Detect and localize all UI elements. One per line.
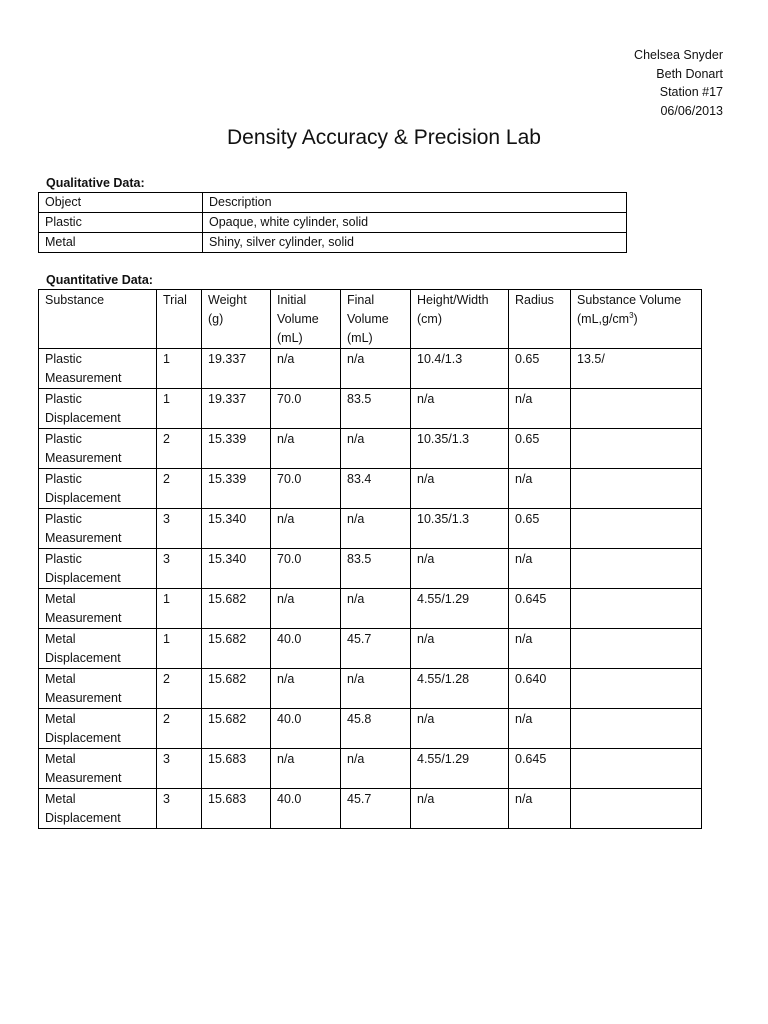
initial-volume-cell: 40.0: [271, 789, 341, 829]
station-number: Station #17: [659, 85, 723, 99]
column-header-description: Description: [203, 193, 627, 213]
substance-volume-cell: [571, 749, 702, 789]
radius-cell: n/a: [509, 709, 571, 749]
header-text: Volume: [347, 312, 389, 326]
height-width-cell: 4.55/1.28: [411, 669, 509, 709]
initial-volume-cell: 40.0: [271, 629, 341, 669]
description-cell: Shiny, silver cylinder, solid: [203, 233, 627, 253]
initial-volume-cell: n/a: [271, 589, 341, 629]
final-volume-cell: n/a: [341, 349, 411, 389]
height-width-cell: n/a: [411, 389, 509, 429]
quantitative-data-label: Quantitative Data:: [46, 273, 153, 287]
author-block: [634, 46, 723, 120]
unit-text: ): [633, 312, 638, 326]
substance-volume-cell: 13.5/: [571, 349, 702, 389]
final-volume-cell: 45.7: [341, 629, 411, 669]
trial-cell: 3: [157, 509, 202, 549]
table-row: [39, 589, 702, 629]
substance-volume-cell: [571, 549, 702, 589]
substance-name: Plastic: [45, 392, 82, 406]
trial-cell: 2: [157, 469, 202, 509]
substance-cell: [39, 429, 157, 469]
radius-cell: n/a: [509, 789, 571, 829]
trial-cell: 1: [157, 389, 202, 429]
header-text: Initial: [277, 293, 307, 307]
final-volume-cell: n/a: [341, 589, 411, 629]
header-unit: (mL): [347, 331, 373, 345]
height-width-cell: 10.35/1.3: [411, 509, 509, 549]
trial-cell: 1: [157, 629, 202, 669]
substance-method: Measurement: [45, 691, 122, 705]
radius-cell: n/a: [509, 549, 571, 589]
column-header-object: Object: [39, 193, 203, 213]
final-volume-cell: n/a: [341, 749, 411, 789]
trial-cell: 2: [157, 669, 202, 709]
report-date: 06/06/2013: [660, 103, 723, 118]
final-volume-cell: 83.4: [341, 469, 411, 509]
header-text: Height/Width: [417, 293, 489, 307]
table-row: [39, 629, 702, 669]
final-volume-cell: n/a: [341, 509, 411, 549]
author-name-2: Beth Donart: [656, 66, 723, 81]
substance-cell: [39, 509, 157, 549]
table-row: [39, 509, 702, 549]
substance-method: Displacement: [45, 731, 121, 745]
substance-volume-cell: [571, 389, 702, 429]
substance-volume-cell: [571, 509, 702, 549]
trial-cell: 3: [157, 789, 202, 829]
header-unit: (g): [208, 312, 224, 326]
column-header-weight: [202, 290, 271, 349]
substance-volume-cell: [571, 589, 702, 629]
substance-name: Plastic: [45, 352, 82, 366]
table-row: [39, 469, 702, 509]
final-volume-cell: 83.5: [341, 549, 411, 589]
initial-volume-cell: n/a: [271, 749, 341, 789]
header-text: Radius: [515, 293, 554, 307]
substance-name: Metal: [45, 672, 76, 686]
unit-text: (mL,g/cm: [577, 312, 630, 326]
author-name-1: Chelsea Snyder: [634, 48, 723, 62]
substance-method: Measurement: [45, 611, 122, 625]
substance-volume-cell: [571, 429, 702, 469]
quantitative-table-body: [39, 349, 702, 829]
trial-cell: 3: [157, 749, 202, 789]
column-header-initial-volume: [271, 290, 341, 349]
radius-cell: 0.65: [509, 509, 571, 549]
substance-cell: [39, 789, 157, 829]
substance-name: Plastic: [45, 512, 82, 526]
height-width-cell: 10.35/1.3: [411, 429, 509, 469]
table-row: [39, 669, 702, 709]
column-header-trial: [157, 290, 202, 349]
header-text: Substance Volume: [577, 293, 682, 307]
substance-volume-cell: [571, 709, 702, 749]
table-row: [39, 789, 702, 829]
weight-cell: 19.337: [202, 349, 271, 389]
weight-cell: 15.339: [202, 469, 271, 509]
substance-volume-cell: [571, 669, 702, 709]
table-row: [39, 389, 702, 429]
substance-method: Displacement: [45, 651, 121, 665]
object-cell: Plastic: [39, 213, 203, 233]
quantitative-data-table: [38, 289, 702, 829]
substance-cell: [39, 349, 157, 389]
radius-cell: 0.645: [509, 749, 571, 789]
weight-cell: 15.339: [202, 429, 271, 469]
final-volume-cell: n/a: [341, 669, 411, 709]
substance-method: Displacement: [45, 491, 121, 505]
qualitative-data-label: Qualitative Data:: [46, 176, 145, 190]
substance-method: Measurement: [45, 771, 122, 785]
final-volume-cell: 45.7: [341, 789, 411, 829]
radius-cell: n/a: [509, 389, 571, 429]
substance-method: Displacement: [45, 811, 121, 825]
height-width-cell: n/a: [411, 469, 509, 509]
height-width-cell: n/a: [411, 549, 509, 589]
height-width-cell: n/a: [411, 709, 509, 749]
final-volume-cell: 45.8: [341, 709, 411, 749]
substance-volume-cell: [571, 469, 702, 509]
trial-cell: 1: [157, 349, 202, 389]
substance-method: Measurement: [45, 371, 122, 385]
radius-cell: n/a: [509, 629, 571, 669]
weight-cell: 15.682: [202, 589, 271, 629]
weight-cell: 15.340: [202, 509, 271, 549]
height-width-cell: 4.55/1.29: [411, 589, 509, 629]
trial-cell: 2: [157, 709, 202, 749]
final-volume-cell: 83.5: [341, 389, 411, 429]
weight-cell: 15.682: [202, 709, 271, 749]
header-text: Weight: [208, 293, 247, 307]
column-header-final-volume: [341, 290, 411, 349]
header-unit: (mL): [277, 331, 303, 345]
trial-cell: 1: [157, 589, 202, 629]
radius-cell: 0.65: [509, 349, 571, 389]
substance-cell: [39, 589, 157, 629]
substance-cell: [39, 389, 157, 429]
weight-cell: 15.682: [202, 669, 271, 709]
height-width-cell: n/a: [411, 789, 509, 829]
table-row: [39, 213, 627, 233]
substance-name: Metal: [45, 752, 76, 766]
column-header-height-width: [411, 290, 509, 349]
substance-method: Measurement: [45, 451, 122, 465]
substance-name: Plastic: [45, 432, 82, 446]
table-header-row: [39, 193, 627, 213]
radius-cell: 0.640: [509, 669, 571, 709]
weight-cell: 15.683: [202, 789, 271, 829]
table-row: [39, 349, 702, 389]
substance-cell: [39, 749, 157, 789]
height-width-cell: n/a: [411, 629, 509, 669]
substance-name: Metal: [45, 632, 76, 646]
table-header-row: [39, 290, 702, 349]
trial-cell: 2: [157, 429, 202, 469]
radius-cell: n/a: [509, 469, 571, 509]
weight-cell: 19.337: [202, 389, 271, 429]
initial-volume-cell: 70.0: [271, 469, 341, 509]
initial-volume-cell: n/a: [271, 669, 341, 709]
initial-volume-cell: n/a: [271, 349, 341, 389]
weight-cell: 15.682: [202, 629, 271, 669]
header-text: Final: [347, 293, 375, 307]
column-header-radius: [509, 290, 571, 349]
height-width-cell: 10.4/1.3: [411, 349, 509, 389]
final-volume-cell: n/a: [341, 429, 411, 469]
radius-cell: 0.645: [509, 589, 571, 629]
header-unit: (cm): [417, 312, 442, 326]
substance-volume-cell: [571, 789, 702, 829]
header-unit: [577, 310, 695, 329]
substance-name: Metal: [45, 592, 76, 606]
initial-volume-cell: 40.0: [271, 709, 341, 749]
table-row: [39, 233, 627, 253]
substance-name: Metal: [45, 712, 76, 726]
initial-volume-cell: n/a: [271, 429, 341, 469]
unit-superscript: 3: [629, 310, 634, 320]
header-text: Volume: [277, 312, 319, 326]
table-row: [39, 749, 702, 789]
initial-volume-cell: n/a: [271, 509, 341, 549]
substance-method: Displacement: [45, 571, 121, 585]
substance-cell: [39, 669, 157, 709]
header-text: Trial: [163, 293, 187, 307]
column-header-substance: [39, 290, 157, 349]
radius-cell: 0.65: [509, 429, 571, 469]
height-width-cell: 4.55/1.29: [411, 749, 509, 789]
initial-volume-cell: 70.0: [271, 549, 341, 589]
object-cell: Metal: [39, 233, 203, 253]
initial-volume-cell: 70.0: [271, 389, 341, 429]
weight-cell: 15.340: [202, 549, 271, 589]
substance-cell: [39, 469, 157, 509]
substance-volume-cell: [571, 629, 702, 669]
description-cell: Opaque, white cylinder, solid: [203, 213, 627, 233]
qualitative-data-table: [38, 192, 627, 253]
table-row: [39, 709, 702, 749]
weight-cell: 15.683: [202, 749, 271, 789]
document-title: Density Accuracy & Precision Lab: [227, 126, 541, 149]
substance-name: Plastic: [45, 472, 82, 486]
substance-name: Plastic: [45, 552, 82, 566]
substance-cell: [39, 709, 157, 749]
column-header-substance-volume: [571, 290, 702, 349]
trial-cell: 3: [157, 549, 202, 589]
substance-method: Measurement: [45, 531, 122, 545]
substance-method: Displacement: [45, 411, 121, 425]
substance-name: Metal: [45, 792, 76, 806]
table-row: [39, 549, 702, 589]
substance-cell: [39, 629, 157, 669]
table-row: [39, 429, 702, 469]
substance-cell: [39, 549, 157, 589]
header-text: Substance: [45, 293, 105, 307]
